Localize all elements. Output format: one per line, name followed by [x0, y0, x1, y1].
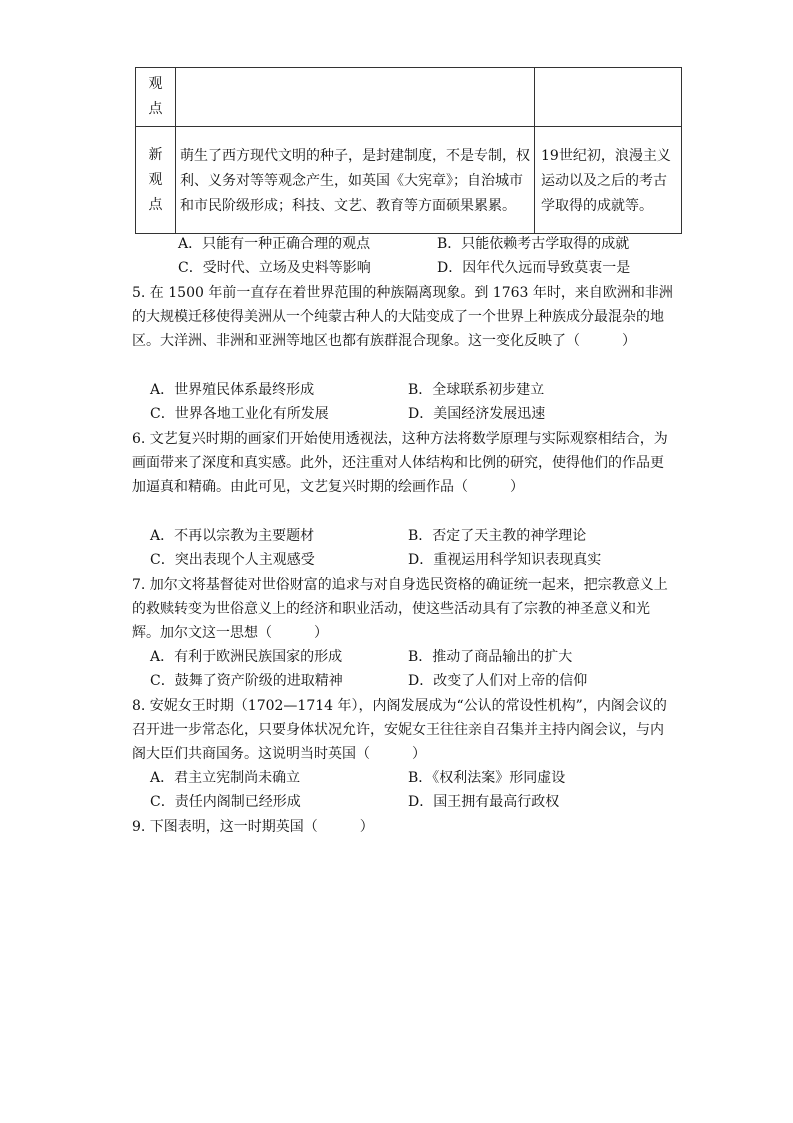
q5-option-a: A．世界殖民体系最终形成	[150, 382, 315, 398]
q7-option-b: B．推动了商品输出的扩大	[408, 649, 573, 665]
row2-middle-text: 萌生了西方现代文明的种子，是封建制度，不是专制，权利、义务对等等观念产生，如英国《大宪章》；自治城市和市民阶级形成；科技、文艺、教育等方面硕果累累。	[180, 147, 530, 214]
q8-option-c: C．责任内阁制已经形成	[150, 794, 301, 810]
viewpoint-table	[135, 67, 682, 234]
table-cell-label	[136, 127, 176, 234]
q5-option-b: B．全球联系初步建立	[408, 382, 545, 398]
q7-option-d: D．改变了人们对上帝的信仰	[408, 673, 588, 689]
table-row	[136, 127, 682, 234]
q6-option-a: A．不再以宗教为主要题材	[150, 528, 315, 544]
q7-stem: 7. 加尔文将基督徒对世俗财富的追求与对自身选民资格的确证统一起来，把宗教意义上的救赎转变为世俗意义上的经济和职业活动，使这些活动具有了宗教的神圣意义和光辉。加尔文这一思想（ ）	[132, 577, 668, 641]
q6-option-b: B．否定了天主教的神学理论	[408, 528, 587, 544]
q6-option-d: D．重视运用科学知识表现真实	[408, 552, 602, 568]
q5-option-d: D．美国经济发展迅速	[408, 406, 546, 422]
row2-right-text: 19世纪初，浪漫主义运动以及之后的考古学取得的成就等。	[541, 147, 671, 214]
table-row	[136, 68, 682, 127]
table-cell-middle	[176, 68, 535, 127]
q4-option-c: C．受时代、立场及史料等影响	[178, 260, 371, 276]
q4-option-d: D．因年代久远而导致莫衷一是	[437, 260, 631, 276]
q4-option-a: A．只能有一种正确合理的观点	[178, 236, 371, 252]
row2-label: 新观点	[148, 146, 163, 213]
q8-option-b: B．《权利法案》形同虚设	[408, 770, 566, 786]
q5-stem: 5. 在 1500 年前一直存在着世界范围的种族隔离现象。到 1763 年时，来自欧洲和非洲的大规模迁移使得美洲从一个纯蒙古种人的大陆变成了一个世界上种族成分最混杂的地区。大洋洲、非洲和亚洲等地区也都有族群混合现象。这一变化反映了（ ）	[132, 285, 673, 349]
q8-stem: 8. 安妮女王时期（1702—1714 年），内阁发展成为“公认的常设性机构”，内阁会议的召开进一步常态化，只要身体状况允许，安妮女王往往亲自召集并主持内阁会议，与内阁大臣们共商国务。这说明当时英国（ ）	[132, 698, 667, 762]
q5-option-c: C．世界各地工业化有所发展	[150, 406, 329, 422]
table-cell-right	[535, 127, 682, 234]
q6-option-c: C．突出表现个人主观感受	[150, 552, 315, 568]
q4-option-b: B．只能依赖考古学取得的成就	[437, 236, 630, 252]
table-cell-right	[535, 68, 682, 127]
q7-option-c: C．鼓舞了资产阶级的进取精神	[150, 673, 343, 689]
q7-option-a: A．有利于欧洲民族国家的形成	[150, 649, 343, 665]
row1-label: 观点	[148, 76, 163, 117]
q9-stem: 9. 下图表明，这一时期英国（ ）	[132, 819, 374, 835]
q8-option-a: A．君主立宪制尚未确立	[150, 770, 301, 786]
q8-option-d: D．国王拥有最高行政权	[408, 794, 560, 810]
q6-stem: 6. 文艺复兴时期的画家们开始使用透视法，这种方法将数学原理与实际观察相结合，为画面带来了深度和真实感。此外，还注重对人体结构和比例的研究，使得他们的作品更加逼真和精确。由此可见，文艺复兴时期的绘画作品（ ）	[132, 431, 668, 495]
table-cell-middle	[176, 127, 535, 234]
table-cell-label	[136, 68, 176, 127]
